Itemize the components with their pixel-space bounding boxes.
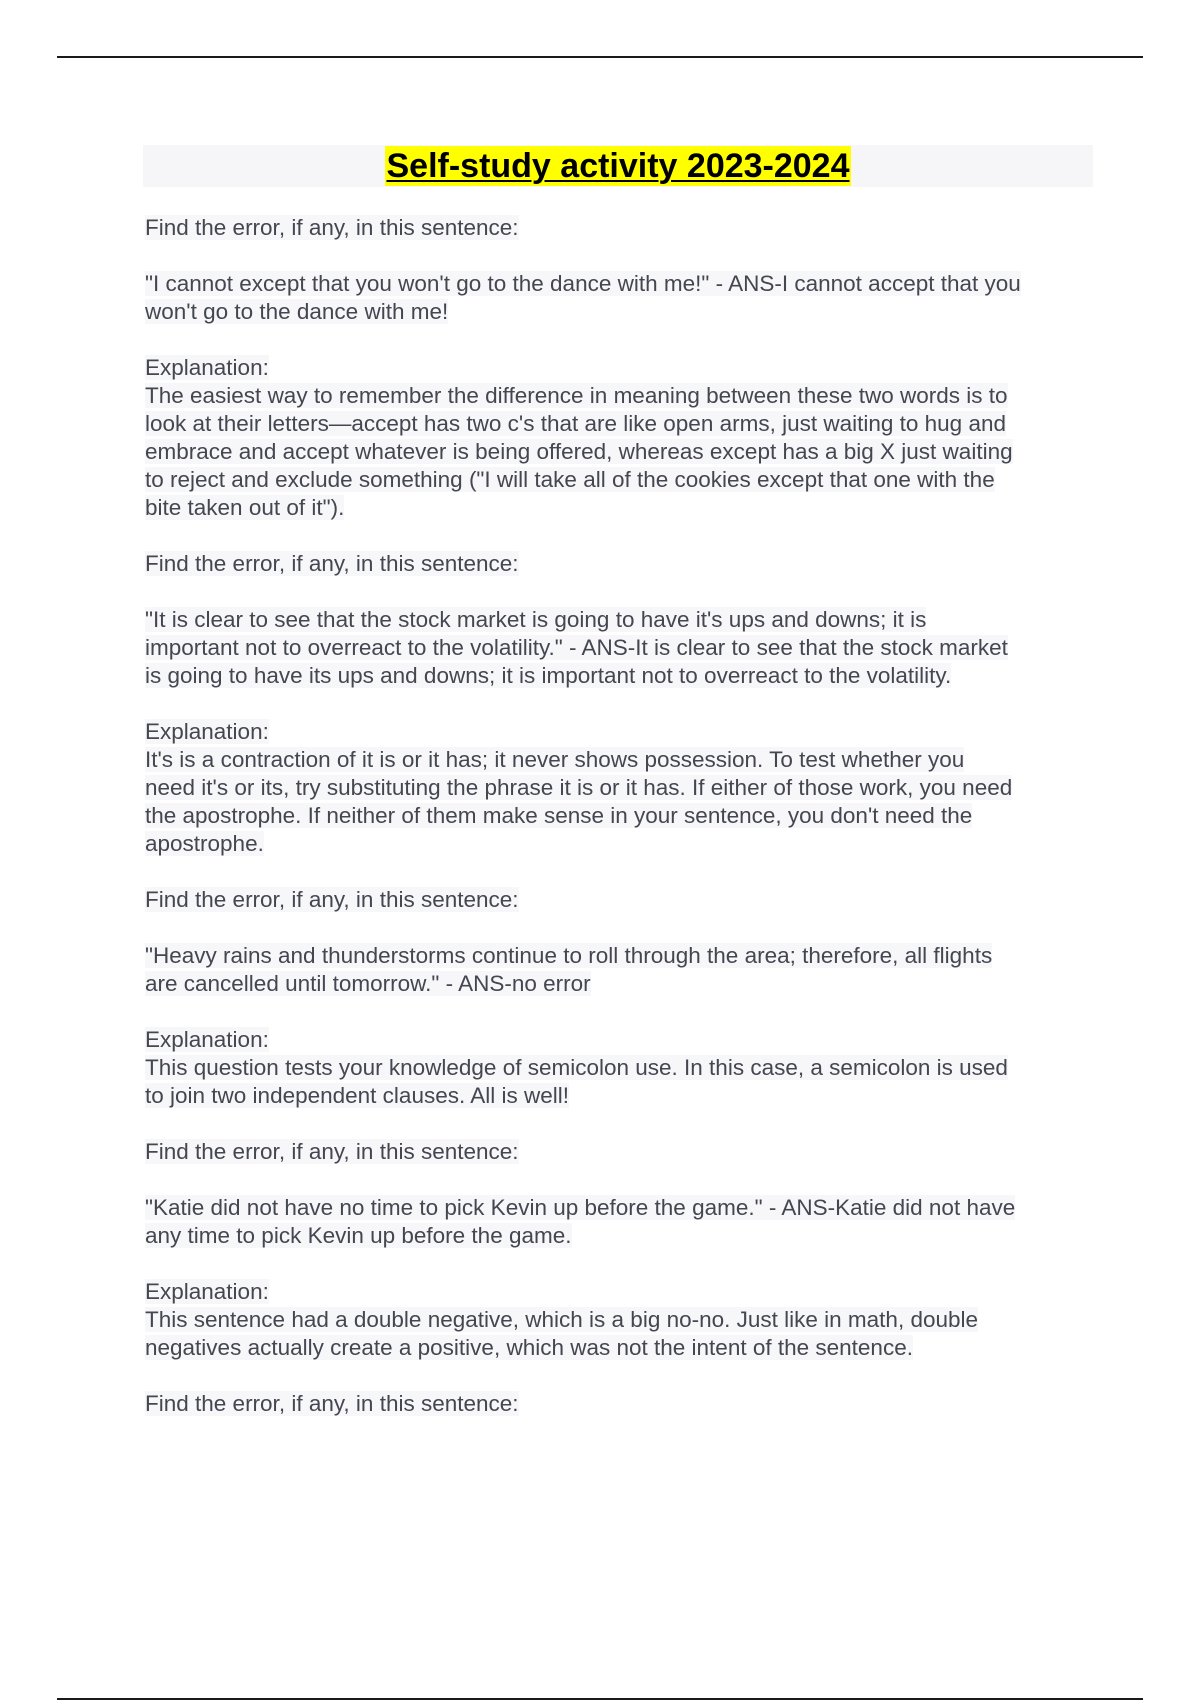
page-title: Self-study activity 2023-2024 <box>386 147 850 185</box>
explanation-line: apostrophe. <box>145 831 264 856</box>
explanation <box>145 354 1095 522</box>
prompt-text: Find the error, if any, in this sentence: <box>145 551 519 576</box>
explanation-label: Explanation: <box>145 719 269 744</box>
qa-line: "Heavy rains and thunderstorms continue to roll through the area; therefore, all flights <box>145 943 993 968</box>
explanation-label: Explanation: <box>145 1027 269 1052</box>
explanation-line: It's is a contraction of it is or it has; it never shows possession. To test whether you <box>145 747 965 772</box>
qa-line: "I cannot except that you won't go to the dance with me!" - ANS-I cannot accept that you <box>145 271 1021 296</box>
explanation <box>145 1026 1095 1110</box>
explanation-line: The easiest way to remember the difference in meaning between these two words is to <box>145 383 1008 408</box>
explanation-label: Explanation: <box>145 355 269 380</box>
explanation-line: negatives actually create a positive, which was not the intent of the sentence. <box>145 1335 913 1360</box>
document-body <box>145 214 1095 1446</box>
question-prompt <box>145 886 1095 914</box>
question-prompt <box>145 550 1095 578</box>
explanation-line: This sentence had a double negative, which is a big no-no. Just like in math, double <box>145 1307 979 1332</box>
question-prompt <box>145 214 1095 242</box>
prompt-text: Find the error, if any, in this sentence: <box>145 887 519 912</box>
qa-line: are cancelled until tomorrow." - ANS-no error <box>145 971 591 996</box>
explanation-line: to join two independent clauses. All is well! <box>145 1083 569 1108</box>
qa-line: "Katie did not have no time to pick Kevin up before the game." - ANS-Katie did not have <box>145 1195 1016 1220</box>
explanation-label: Explanation: <box>145 1279 269 1304</box>
question-answer <box>145 606 1095 690</box>
qa-line: important not to overreact to the volatility." - ANS-It is clear to see that the stock market <box>145 635 1008 660</box>
explanation-line: the apostrophe. If neither of them make sense in your sentence, you don't need the <box>145 803 973 828</box>
question-answer <box>145 942 1095 998</box>
explanation <box>145 1278 1095 1362</box>
explanation-line: bite taken out of it"). <box>145 495 345 520</box>
prompt-text: Find the error, if any, in this sentence: <box>145 215 519 240</box>
question-answer <box>145 270 1095 326</box>
explanation-line: embrace and accept whatever is being offered, whereas except has a big X just waiting <box>145 439 1013 464</box>
question-prompt <box>145 1390 1095 1418</box>
prompt-text: Find the error, if any, in this sentence: <box>145 1391 519 1416</box>
explanation-line: need it's or its, try substituting the phrase it is or it has. If either of those work, you need <box>145 775 1013 800</box>
question-answer <box>145 1194 1095 1250</box>
prompt-text: Find the error, if any, in this sentence: <box>145 1139 519 1164</box>
qa-line: is going to have its ups and downs; it is important not to overreact to the volatility. <box>145 663 952 688</box>
explanation-line: This question tests your knowledge of semicolon use. In this case, a semicolon is used <box>145 1055 1008 1080</box>
explanation-line: look at their letters—accept has two c's that are like open arms, just waiting to hug and <box>145 411 1006 436</box>
qa-line: any time to pick Kevin up before the game. <box>145 1223 572 1248</box>
title-band <box>143 145 1093 187</box>
explanation-line: to reject and exclude something ("I will take all of the cookies except that one with the <box>145 467 995 492</box>
top-rule <box>57 56 1143 58</box>
explanation <box>145 718 1095 858</box>
question-prompt <box>145 1138 1095 1166</box>
qa-line: won't go to the dance with me! <box>145 299 449 324</box>
qa-line: "It is clear to see that the stock market is going to have it's ups and downs; it is <box>145 607 927 632</box>
